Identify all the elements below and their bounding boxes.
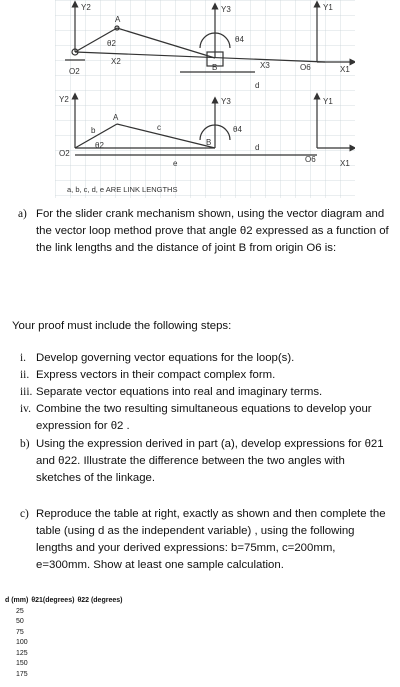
label-o2-top: O2	[69, 67, 80, 76]
table-header-cell: d (mm)	[5, 597, 29, 604]
label-a-top: A	[115, 15, 121, 24]
part-b-text: Using the expression derived in part (a), develop expressions for θ21 and θ22. Illustrate the difference between the two angles with sketches of the linkage.	[36, 438, 384, 484]
sketch-canvas	[55, 0, 355, 198]
table-header-cell: θ22 (degrees)	[77, 597, 123, 604]
label-d-bottom: d	[255, 143, 260, 152]
label-o6-bottom: O6	[305, 155, 316, 164]
label-d-top: d	[255, 81, 260, 90]
steps-list	[20, 350, 392, 435]
label-y1-top: Y1	[323, 3, 333, 12]
table-row: 50	[16, 618, 24, 625]
step-text: Express vectors in their compact complex form.	[36, 369, 276, 381]
proof-intro: Your proof must include the following steps:	[12, 320, 232, 332]
label-y2-top: Y2	[81, 3, 91, 12]
step-text: Combine the two resulting simultaneous equations to develop your expression for θ2 .	[36, 403, 372, 432]
table-row: 75	[16, 628, 24, 636]
label-y3-bottom: Y3	[221, 97, 231, 106]
step-label: iii.	[20, 386, 33, 398]
label-o2-bottom: O2	[59, 149, 70, 158]
label-y2-bottom: Y2	[59, 95, 69, 104]
label-link-c: c	[157, 123, 161, 132]
step-item	[20, 401, 392, 435]
step-text: Separate vector equations into real and imaginary terms.	[36, 386, 323, 398]
step-label: iv.	[20, 403, 31, 415]
step-item	[20, 367, 392, 384]
step-item	[20, 384, 392, 401]
part-a	[18, 206, 390, 257]
label-y1-bottom: Y1	[323, 97, 333, 106]
part-b-label: b)	[20, 438, 30, 450]
table-header	[5, 596, 122, 607]
label-b-top: B	[212, 63, 218, 72]
label-theta2-top: θ2	[107, 39, 116, 48]
part-c-label: c)	[20, 508, 29, 520]
part-a-label: a)	[18, 208, 27, 220]
step-item	[20, 350, 392, 367]
label-theta2-bottom: θ2	[95, 141, 104, 150]
grid-paper	[55, 0, 355, 198]
label-theta4-top: θ4	[235, 35, 244, 44]
table-row: 25	[16, 607, 24, 615]
sketch-caption: a, b, c, d, e ARE LINK LENGTHS	[67, 185, 178, 194]
table-row: 125	[16, 649, 28, 657]
step-label: i.	[20, 352, 27, 364]
part-b	[20, 436, 392, 487]
table-row: 175	[16, 670, 28, 678]
table-row: 150	[16, 660, 28, 667]
label-a-bottom: A	[113, 113, 119, 122]
table-header-cell: θ21(degrees)	[31, 597, 75, 604]
results-table	[5, 596, 122, 680]
label-b-bottom: B	[206, 138, 212, 147]
label-link-e: e	[173, 159, 178, 168]
label-o6-top: O6	[300, 63, 311, 72]
table-row: 100	[16, 639, 28, 646]
step-label: ii.	[20, 369, 30, 381]
step-text: Develop governing vector equations for the loop(s).	[36, 352, 295, 364]
label-x3-top: X3	[260, 61, 270, 70]
label-theta4-bottom: θ4	[233, 125, 242, 134]
part-a-text: For the slider crank mechanism shown, using the vector diagram and the vector loop method prove that angle θ2 expressed as a function of the link lengths and the distance of joint B from origin O6 is:	[36, 208, 389, 254]
label-x1-top: X1	[340, 65, 350, 74]
label-x2-top: X2	[111, 57, 121, 66]
label-link-b: b	[91, 126, 96, 135]
part-c	[20, 506, 392, 574]
part-c-text: Reproduce the table at right, exactly as shown and then complete the table (using d as the independent variable) , using the following lengths and your derived expressions: b=75mm, c=200mm, e=300mm. Show at least one sample calculation.	[36, 508, 386, 571]
mechanism-sketch	[55, 0, 355, 198]
label-x1-bottom: X1	[340, 159, 350, 168]
label-y3-top: Y3	[221, 5, 231, 14]
